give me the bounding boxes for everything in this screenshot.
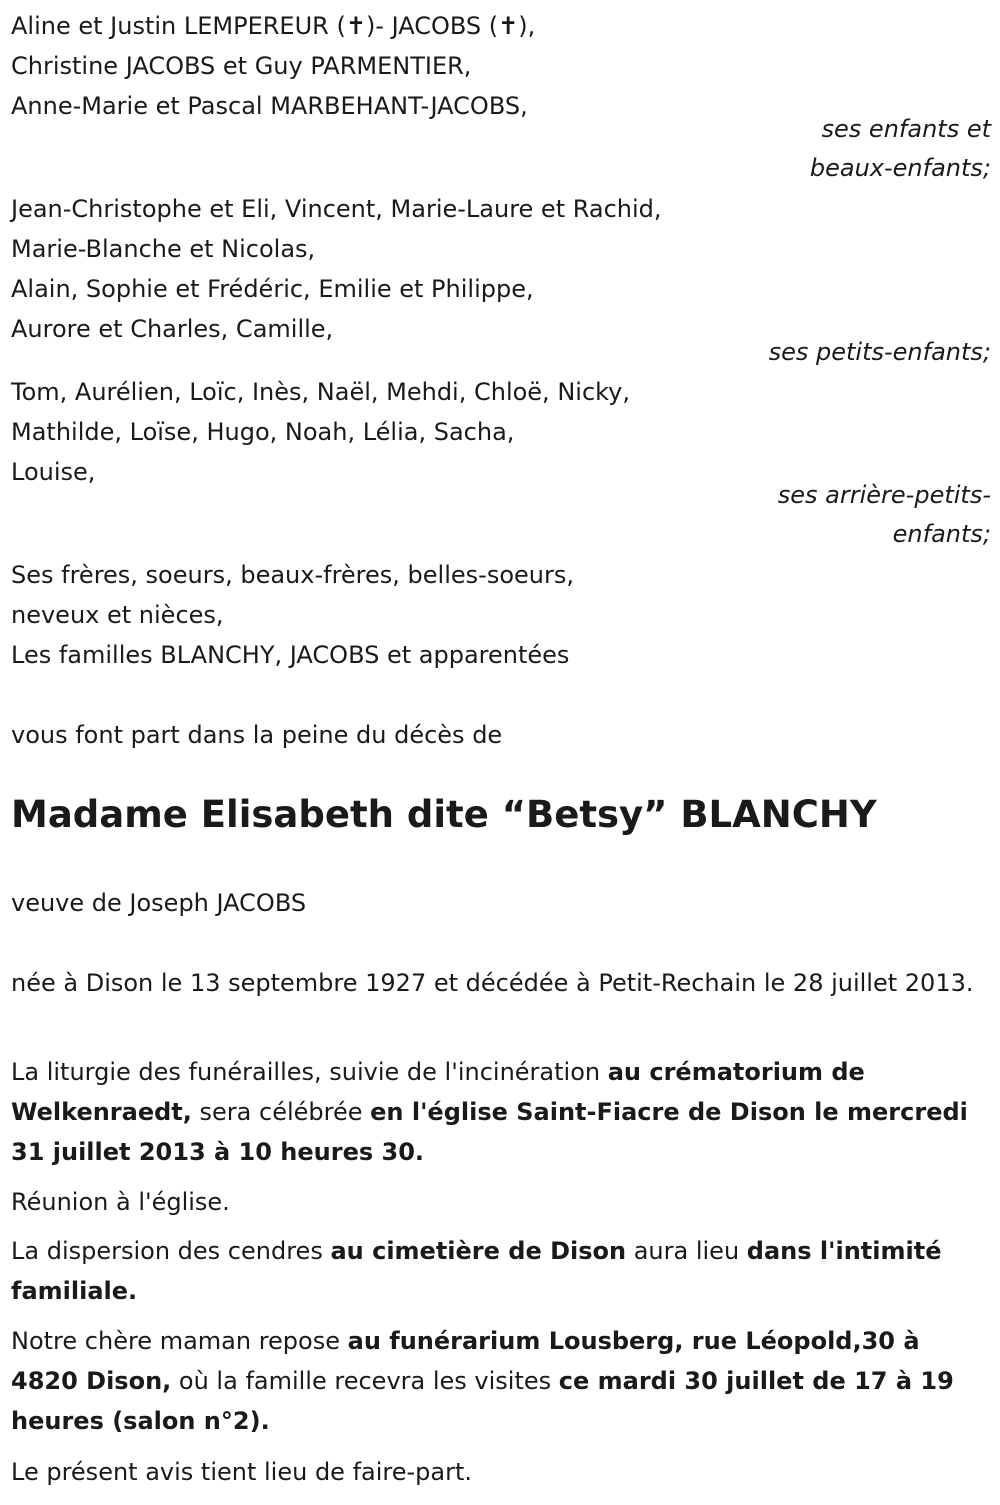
children-line: Christine JACOBS et Guy PARMENTIER, [11,52,472,80]
liturgy-paragraph [11,1052,981,1172]
great-grandchildren-line: Tom, Aurélien, Loïc, Inès, Naël, Mehdi, Chloë, Nicky, [11,378,631,406]
intimacy-text: dans l'intimité familiale. [11,1237,942,1305]
children-line: Anne-Marie et Pascal MARBEHANT-JACOBS, [11,92,528,120]
funeral-home-text: au funérarium Lousberg, rue Léopold,30 à 4820 Dison, [11,1327,920,1395]
deceased-name: Madame Elisabeth dite “Betsy” BLANCHY [11,793,877,836]
dispersion-paragraph [11,1231,981,1311]
role-line: ses arrière-petits- [777,481,991,509]
rest-text: Notre chère maman repose [11,1327,348,1355]
rest-text: où la famille recevra les visites [171,1367,559,1395]
role-line: ses enfants et [821,115,991,143]
liturgy-text: La liturgie des funérailles, suivie de l'incinération [11,1058,608,1086]
dispersion-text: aura lieu [626,1237,747,1265]
great-grandchildren-line: Louise, [11,458,96,486]
role-line: beaux-enfants; [809,154,991,182]
crematorium-text: au crématorium de Welkenraedt, [11,1058,865,1126]
reunion-text: Réunion à l'église. [11,1188,230,1216]
grandchildren-block [11,189,662,349]
grandchildren-line: Aurore et Charles, Camille, [11,315,334,343]
grandchildren-line: Jean-Christophe et Eli, Vincent, Marie-Laure et Rachid, [11,195,662,223]
relatives-block [11,555,574,675]
liturgy-text: sera célébrée [191,1098,371,1126]
great-grandchildren-line: Mathilde, Loïse, Hugo, Noah, Lélia, Sacha, [11,418,515,446]
cemetery-text: au cimetière de Dison [330,1237,627,1265]
church-text: en l'église Saint-Fiacre de Dison le mercredi 31 juillet 2013 à 10 heures 30. [11,1098,968,1166]
role-line: enfants; [892,520,991,548]
great-grandchildren-role [11,476,991,554]
rest-paragraph [11,1321,981,1441]
relatives-line: Ses frères, soeurs, beaux-frères, belles-soeurs, [11,561,574,589]
birth-death-text: née à Dison le 13 septembre 1927 et décédée à Petit-Rechain le 28 juillet 2013. [11,969,974,997]
children-role [11,110,991,188]
role-line: ses petits-enfants; [768,338,991,366]
visits-text: ce mardi 30 juillet de 17 à 19 heures (salon n°2). [11,1367,954,1435]
great-grandchildren-block [11,372,630,492]
notice-text: Le présent avis tient lieu de faire-part. [11,1458,473,1486]
grandchildren-role [11,333,991,372]
relatives-line: neveux et nièces, [11,601,224,629]
grandchildren-line: Alain, Sophie et Frédéric, Emilie et Philippe, [11,275,534,303]
children-line: Aline et Justin LEMPEREUR (✝)- JACOBS (✝), [11,12,536,40]
dispersion-text: La dispersion des cendres [11,1237,331,1265]
announcement-text: vous font part dans la peine du décès de [11,721,503,749]
children-block [11,6,535,126]
relatives-line: Les familles BLANCHY, JACOBS et apparentées [11,641,570,669]
widow-of-text: veuve de Joseph JACOBS [11,889,307,917]
grandchildren-line: Marie-Blanche et Nicolas, [11,235,316,263]
